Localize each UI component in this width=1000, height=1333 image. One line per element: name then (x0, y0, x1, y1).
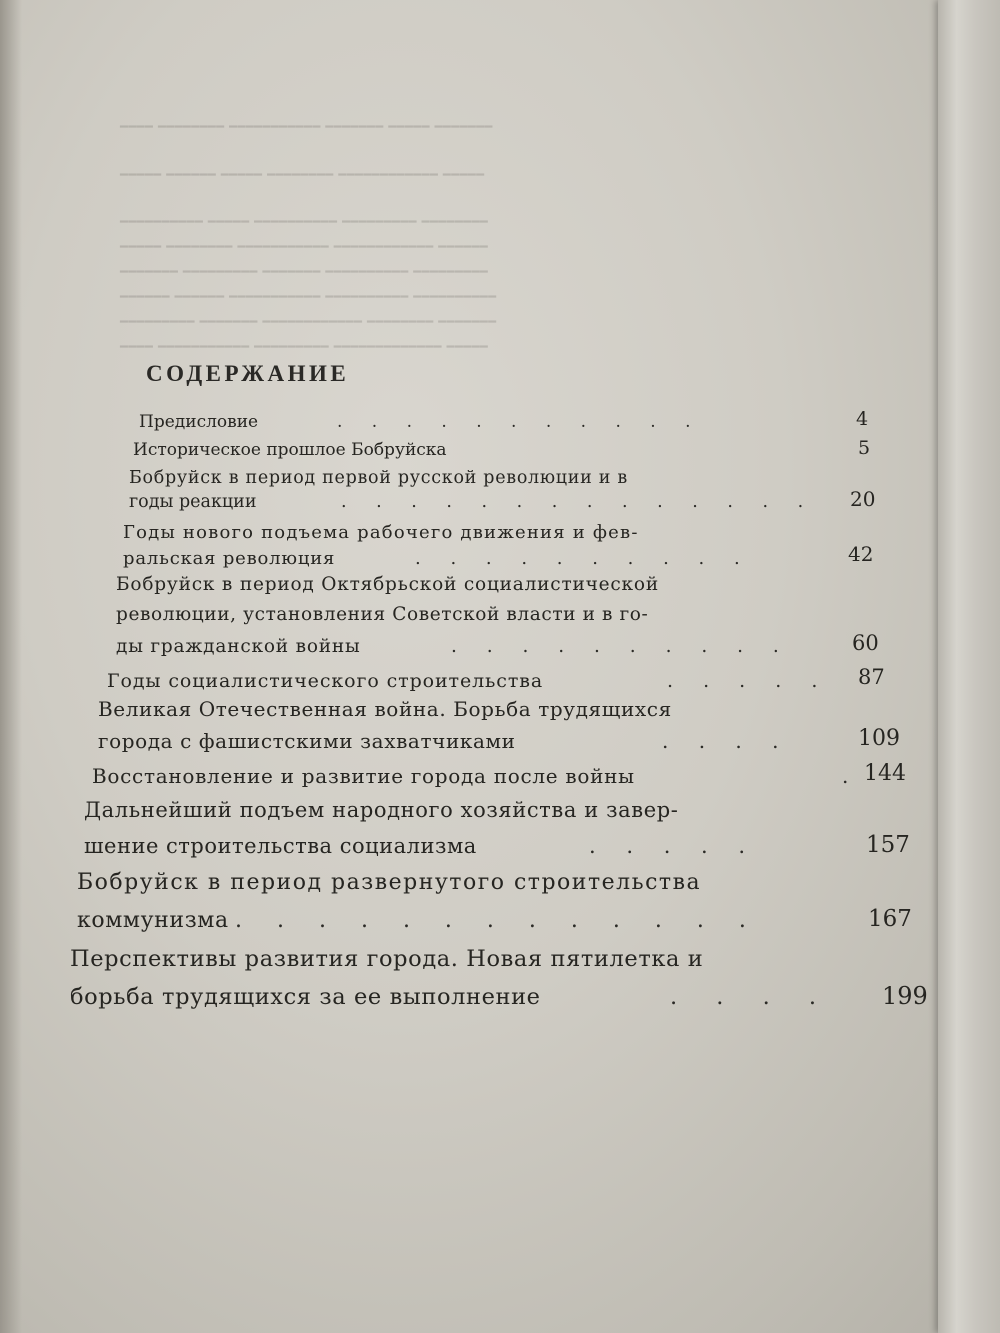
toc-entry-title: ды гражданской войны (116, 636, 361, 657)
leader-dots: . . . . . . . . . . . . . . (341, 492, 816, 512)
toc-page-number: 199 (882, 982, 928, 1010)
toc-entry-title: Бобруйск в период первой русской революции и в (129, 468, 628, 488)
toc-page-number: 20 (850, 487, 876, 511)
bleed-through-text: ━━━━━━━ ━━━━━━━━━ ━━━━━━━ ━━━━━━━━━━ ━━━━━━━━━ (120, 265, 489, 280)
leader-dots: . (842, 764, 861, 788)
leader-dots: . . . . . (589, 834, 758, 858)
leader-dots: . . . . . . . . . . (415, 548, 752, 569)
toc-entry-title: Историческое прошлое Бобруйска (133, 440, 447, 460)
toc-page-number: 109 (858, 726, 900, 751)
next-page-edge (938, 0, 1000, 1333)
bleed-through-text: ━━━━━ ━━━━━━ ━━━━━ ━━━━━━━━ ━━━━━━━━━━━━ ━━━━━ (120, 168, 485, 183)
toc-entry-title: годы реакции (129, 492, 257, 512)
leader-dots: . . . . . (667, 670, 830, 692)
toc-entry-title: Предисловие (139, 412, 259, 432)
toc-page-number: 42 (848, 542, 874, 566)
toc-entry-title: Перспективы развития города. Новая пятилетка и (70, 946, 704, 972)
bleed-through-text: ━━━━━━━━━━ ━━━━━ ━━━━━━━━━━ ━━━━━━━━━ ━━━━━━━━ (120, 215, 489, 230)
toc-page-number: 144 (864, 761, 906, 786)
toc-page-number: 167 (868, 906, 912, 932)
toc-title: СОДЕРЖАНИЕ (146, 361, 350, 386)
toc-page-number: 157 (866, 832, 910, 858)
toc-entry-title: Великая Отечественная война. Борьба трудящихся (98, 697, 672, 721)
leader-dots: . . . . . . . . . . . . . (235, 908, 760, 933)
toc-entry-title: ральская революция (123, 548, 336, 569)
bleed-through-text: ━━━━━━━━━ ━━━━━━━ ━━━━━━━━━━━━ ━━━━━━━━ ━━━━━━━ (120, 315, 497, 330)
toc-entry-title: революции, установления Советской власти и в го- (116, 604, 649, 625)
toc-entry-title: Бобруйск в период развернутого строительства (77, 870, 702, 895)
toc-entry-title: Годы нового подъема рабочего движения и фев- (123, 522, 639, 543)
leader-dots: . . . . . . . . . . (451, 636, 791, 657)
bleed-through-text: ━━━━━ ━━━━━━━━ ━━━━━━━━━━━ ━━━━━━━━━━━━ ━━━━━━ (120, 240, 489, 255)
toc-page-number: 60 (852, 631, 879, 655)
bleed-through-text: ━━━━ ━━━━━━━━━━━ ━━━━━━━━━ ━━━━━━━━━━━━━ ━━━━━ (120, 340, 489, 355)
bleed-through-text: ━━━━ ━━━━━━━━ ━━━━━━━━━━━ ━━━━━━━ ━━━━━ ━━━━━━━ (120, 120, 493, 135)
toc-entry-title: борьба трудящихся за ее выполнение (70, 984, 541, 1010)
toc-page-number: 87 (858, 665, 885, 689)
toc-entry-title: города с фашистскими захватчиками (98, 729, 516, 753)
toc-entry-title: шение строительства социализма (84, 834, 477, 858)
bleed-through-text: ━━━━━━ ━━━━━━ ━━━━━━━━━━━ ━━━━━━━━━━ ━━━━━━━━━━ (120, 290, 497, 305)
toc-entry-title: Восстановление и развитие города после войны (92, 764, 635, 788)
toc-page-number: 5 (858, 437, 871, 459)
leader-dots: . . . . (670, 984, 833, 1010)
toc-page-number: 4 (856, 408, 869, 430)
toc-entry-title: коммунизма (77, 908, 229, 933)
toc-entry-title: Годы социалистического строительства (107, 670, 544, 692)
toc-entry-title: Дальнейший подъем народного хозяйства и завер- (84, 798, 679, 822)
leader-dots: . . . . . . . . . . . (337, 412, 703, 432)
toc-entry-title: Бобруйск в период Октябрьской социалистической (116, 574, 659, 595)
leader-dots: . . . . (662, 729, 791, 753)
